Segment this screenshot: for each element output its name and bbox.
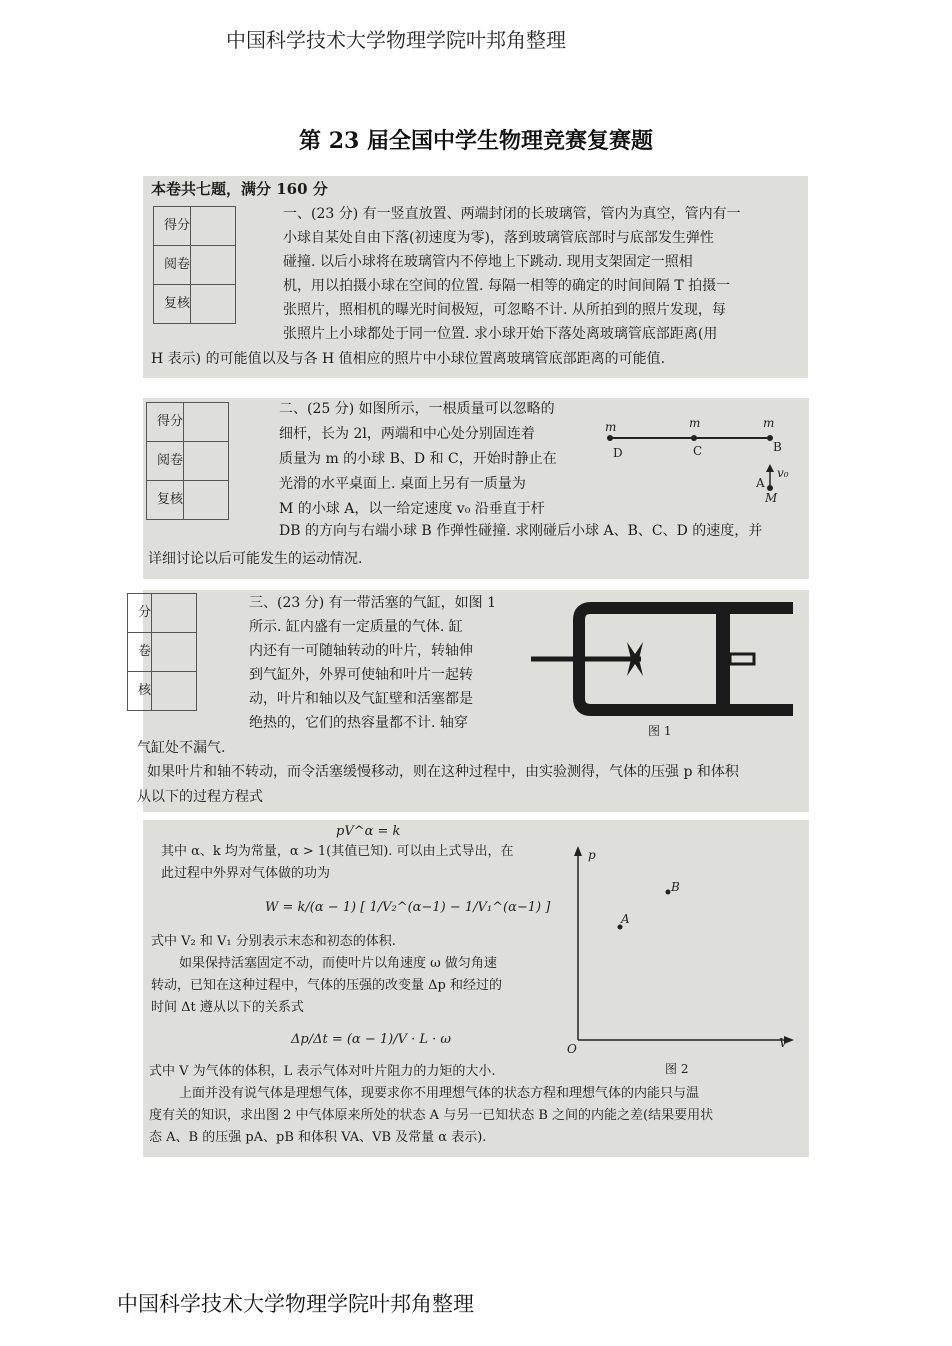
problem-1-line: 一、(23 分) 有一竖直放置、两端封闭的长玻璃管，管内为真空，管内有一 bbox=[283, 206, 741, 222]
problem-3-line: 动，叶片和轴以及气缸壁和活塞都是 bbox=[249, 691, 473, 707]
work-equation: W = k/(α − 1) [ 1/V₂^(α−1) − 1/V₁^(α−1) ] bbox=[265, 900, 551, 915]
problem-3-line: 气缸处不漏气. bbox=[137, 740, 226, 756]
grading-review-label: 阅卷 bbox=[154, 246, 191, 285]
problem-2-line: 二、(25 分) 如图所示，一根质量可以忽略的 bbox=[279, 401, 555, 417]
problem-3-cont-line: 式中 V₂ 和 V₁ 分别表示末态和初态的体积. bbox=[151, 934, 396, 949]
problem-3-cont-line: 时间 Δt 遵从以下的关系式 bbox=[151, 1000, 304, 1015]
problem-3-line: 三、(23 分) 有一带活塞的气缸，如图 1 bbox=[249, 595, 496, 611]
problem-3-line: 从以下的过程方程式 bbox=[137, 789, 263, 805]
problem-2-line: 详细讨论以后可能发生的运动情况. bbox=[148, 551, 363, 567]
pressure-rate-equation: Δp/Δt = (α − 1)/V · L · ω bbox=[291, 1032, 452, 1047]
problem-2-scan bbox=[143, 398, 809, 579]
mass-label-c: m bbox=[689, 416, 701, 430]
pv-diagram bbox=[568, 846, 798, 1046]
problem-2-line: 质量为 m 的小球 B、D 和 C，开始时静止在 bbox=[279, 451, 557, 467]
problem-2-line: 光滑的水平桌面上. 桌面上另有一质量为 bbox=[279, 476, 526, 492]
velocity-label: v₀ bbox=[777, 466, 789, 480]
grading-check-label: 复核 bbox=[154, 285, 191, 324]
problem-3-cont-line: 式中 V 为气体的体积，L 表示气体对叶片阻力的力矩的大小. bbox=[149, 1064, 496, 1079]
problem-3-scan bbox=[137, 590, 809, 812]
problem-3-line: 内还有一可随轴转动的叶片，转轴伸 bbox=[249, 643, 473, 659]
cylinder-diagram bbox=[531, 602, 801, 722]
grading-score-label: 分 bbox=[128, 594, 152, 633]
mass-label-b: m bbox=[763, 416, 775, 430]
problem-3-cont-line: 其中 α、k 均为常量，α > 1(其值已知). 可以由上式导出，在 bbox=[161, 844, 514, 859]
problem-2-line: M 的小球 A，以一给定速度 v₀ 沿垂直于杆 bbox=[279, 501, 545, 517]
grading-box-cropped bbox=[127, 593, 197, 711]
grading-score-label: 得分 bbox=[147, 403, 184, 442]
problem-3-cont-line: 此过程中外界对气体做的功为 bbox=[161, 866, 331, 881]
figure-2-caption: 图 2 bbox=[665, 1062, 689, 1076]
page-header: 中国科学技术大学物理学院叶邦角整理 bbox=[226, 28, 566, 52]
p-axis-label: p bbox=[588, 848, 596, 862]
state-b-label: B bbox=[671, 880, 680, 894]
problem-3-line: 如果叶片和轴不转动，而令活塞缓慢移动，则在这种过程中，由实验测得，气体的压强 p 和体积 bbox=[147, 764, 739, 780]
grading-review-label: 阅卷 bbox=[147, 442, 184, 481]
problem-3-line: 到气缸外，外界可使轴和叶片一起转 bbox=[249, 667, 473, 683]
problem-1-line: 张照片，照相机的曝光时间极短，可忽略不计. 从所拍到的照片发现，每 bbox=[283, 302, 726, 318]
grading-check-label: 核 bbox=[128, 672, 152, 711]
problem-1-scan bbox=[143, 176, 808, 378]
grading-review-label: 卷 bbox=[128, 633, 152, 672]
point-b-label: B bbox=[773, 440, 782, 454]
grading-score-label: 得分 bbox=[154, 207, 191, 246]
point-d-label: D bbox=[613, 446, 623, 460]
exam-intro: 本卷共七题，满分 160 分 bbox=[151, 180, 328, 198]
problem-3-line: 绝热的，它们的热容量都不计. 轴穿 bbox=[249, 715, 468, 731]
problem-3-cont-line: 度有关的知识，求出图 2 中气体原来所处的状态 A 与另一已知状态 B 之间的内能之差(结果要用状 bbox=[149, 1108, 714, 1123]
v-axis-label: V bbox=[779, 1036, 788, 1050]
problem-3-line: 所示. 缸内盛有一定质量的气体. 缸 bbox=[249, 619, 463, 635]
problem-3-cont-line: 态 A、B 的压强 pA、pB 和体积 VA、VB 及常量 α 表示). bbox=[149, 1130, 487, 1145]
problem-2-line: 细杆，长为 2l，两端和中心处分别固连着 bbox=[279, 426, 535, 442]
origin-label: O bbox=[567, 1042, 577, 1056]
problem-1-line: 碰撞. 以后小球将在玻璃管内不停地上下跳动. 现用支架固定一照相 bbox=[283, 254, 693, 270]
problem-3-cont-line: 上面并没有说气体是理想气体，现要求你不用理想气体的状态方程和理想气体的内能只与温 bbox=[179, 1086, 700, 1101]
grading-check-label: 复核 bbox=[147, 481, 184, 520]
problem-1-line: 机，用以拍摄小球在空间的位置. 每隔一相等的确定的时间间隔 T 拍摄一 bbox=[283, 278, 731, 294]
problem-3-cont-line: 转动，已知在这种过程中，气体的压强的改变量 Δp 和经过的 bbox=[151, 978, 502, 993]
state-a-label: A bbox=[621, 912, 630, 926]
point-c-label: C bbox=[693, 444, 703, 458]
grading-box bbox=[153, 206, 236, 324]
problem-1-line: 小球自某处自由下落(初速度为零)，落到玻璃管底部时与底部发生弹性 bbox=[283, 230, 714, 246]
page-title: 第 23 届全国中学生物理竞赛复赛题 bbox=[299, 128, 653, 154]
process-equation: pV^α = k bbox=[336, 824, 401, 839]
problem-3-cont-line: 如果保持活塞固定不动，而使叶片以角速度 ω 做匀角速 bbox=[179, 956, 497, 971]
mass-label-d: m bbox=[605, 420, 617, 434]
problem-3-continued-scan bbox=[143, 820, 809, 1157]
problem-1-line: 张照片上小球都处于同一位置. 求小球开始下落处离玻璃管底部距离(用 bbox=[283, 326, 718, 342]
figure-1-caption: 图 1 bbox=[648, 724, 672, 738]
page-footer: 中国科学技术大学物理学院叶邦角整理 bbox=[117, 1292, 474, 1316]
grading-box bbox=[146, 402, 229, 520]
point-a-label: A bbox=[756, 476, 765, 490]
mass-label-a: M bbox=[765, 491, 778, 505]
problem-2-line: DB 的方向与右端小球 B 作弹性碰撞. 求刚碰后小球 A、B、C、D 的速度，并 bbox=[279, 523, 763, 539]
problem-1-line: H 表示) 的可能值以及与各 H 值相应的照片中小球位置离玻璃管底部距离的可能值. bbox=[151, 351, 666, 367]
